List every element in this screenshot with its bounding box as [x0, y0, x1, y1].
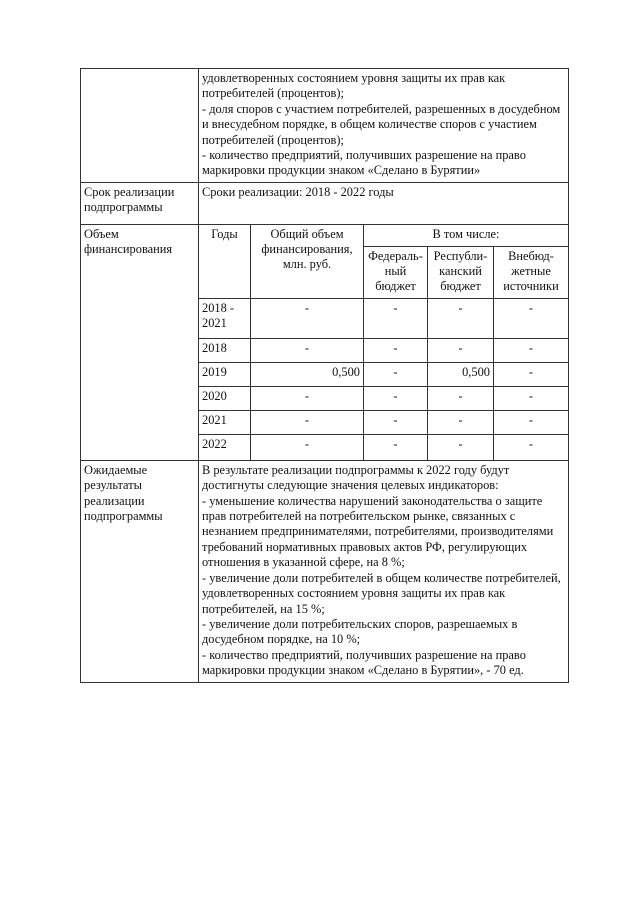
extra-cell: - [494, 362, 569, 386]
financing-cell [199, 224, 569, 460]
term-value: Сроки реализации: 2018 - 2022 годы [199, 182, 569, 224]
financing-label: Объем финансирования [81, 224, 199, 460]
federal-cell: - [364, 338, 428, 362]
years-header: Годы [199, 224, 251, 298]
result-line: - количество предприятий, получивших разрешение на право маркировки продукции знаком «Сделано в Бурятии», - 70 ед. [202, 647, 526, 678]
indicator-line: - количество предприятий, получивших разрешение на право маркировки продукции знаком «Сделано в Бурятии» [202, 148, 526, 178]
indicators-label [81, 69, 199, 183]
financing-data-row [199, 386, 569, 410]
extra-cell: - [494, 386, 569, 410]
term-label: Срок реализации подпрограммы [81, 182, 199, 224]
financing-data-row [199, 362, 569, 386]
indicators-text [199, 69, 569, 183]
term-row [81, 182, 569, 224]
total-cell: - [251, 386, 364, 410]
result-line: - увеличение доли потребителей в общем количестве потребителей, удовлетворенных состоянием уровня защиты их прав как потребителей, на 15 %; [202, 570, 561, 616]
indicators-row [81, 69, 569, 183]
year-cell: 2022 [199, 434, 251, 460]
federal-cell: - [364, 362, 428, 386]
extra-cell: - [494, 298, 569, 338]
including-header: В том числе: [364, 224, 569, 246]
republic-header: Республи-канский бюджет [428, 246, 494, 298]
year-cell: 2021 [199, 410, 251, 434]
republic-cell: - [428, 338, 494, 362]
financing-data-row [199, 298, 569, 338]
total-cell: - [251, 434, 364, 460]
republic-cell: 0,500 [428, 362, 494, 386]
document-page [80, 68, 569, 683]
extra-cell: - [494, 410, 569, 434]
federal-cell: - [364, 386, 428, 410]
results-text [199, 460, 569, 682]
results-label: Ожидаемые результаты реализации подпрограммы [81, 460, 199, 682]
result-line: В результате реализации подпрограммы к 2022 году будут достигнуты следующие значения целевых индикаторов: [202, 462, 510, 493]
total-cell: 0,500 [251, 362, 364, 386]
extra-cell: - [494, 434, 569, 460]
federal-cell: - [364, 434, 428, 460]
total-cell: - [251, 338, 364, 362]
subprogram-passport-table [80, 68, 569, 683]
republic-cell: - [428, 386, 494, 410]
federal-header: Федераль-ный бюджет [364, 246, 428, 298]
financing-data-row [199, 338, 569, 362]
result-line: - увеличение доли потребительских споров, разрешаемых в досудебном порядке, на 10 %; [202, 616, 518, 647]
financing-data-row [199, 410, 569, 434]
financing-table [198, 224, 569, 461]
results-row [81, 460, 569, 682]
indicator-line: удовлетворенных состоянием уровня защиты их прав как потребителей (процентов); [202, 71, 506, 101]
extra-cell: - [494, 338, 569, 362]
federal-cell: - [364, 410, 428, 434]
republic-cell: - [428, 410, 494, 434]
total-header: Общий объем финансирования, млн. руб. [251, 224, 364, 298]
indicator-line: - доля споров с участием потребителей, разрешенных в досудебном и внесудебном порядке, в общем количестве споров с участием потребителей (процентов); [202, 101, 561, 147]
year-cell: 2020 [199, 386, 251, 410]
extra-header: Внебюд-жетные источники [494, 246, 569, 298]
total-cell: - [251, 410, 364, 434]
result-line: - уменьшение количества нарушений законодательства о защите прав потребителей на потребительском рынке, связанных с незнанием предпринимателями, потребителями, производителями требований нормативных правовых актов РФ, регулирующих отношения в указанной сфере, на 8 %; [202, 493, 554, 570]
republic-cell: - [428, 298, 494, 338]
financing-row [81, 224, 569, 460]
year-cell: 2018 [199, 338, 251, 362]
financing-data-row [199, 434, 569, 460]
year-cell: 2018 - 2021 [199, 298, 251, 338]
republic-cell: - [428, 434, 494, 460]
year-cell: 2019 [199, 362, 251, 386]
total-cell: - [251, 298, 364, 338]
federal-cell: - [364, 298, 428, 338]
